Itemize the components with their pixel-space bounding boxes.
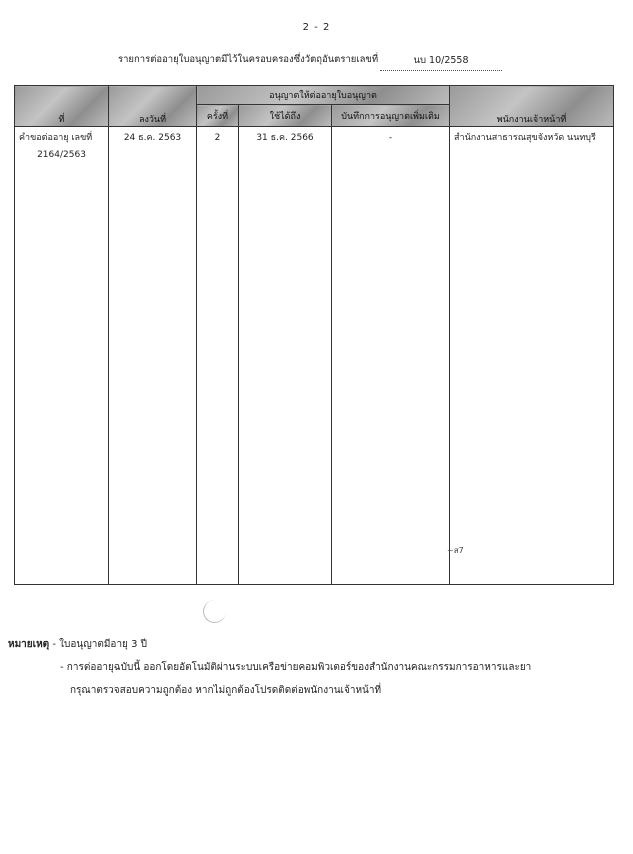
date-cell: 24 ธ.ค. 2563 — [109, 127, 197, 585]
faint-stamp-arc — [203, 600, 226, 623]
times-cell: 2 — [197, 127, 239, 585]
renewal-table — [14, 85, 614, 585]
notes-validity: - ใบอนุญาตมีอายุ 3 ปี — [49, 639, 147, 650]
header-no: ที่ — [15, 86, 109, 127]
officer-cell: สำนักงานสาธารณสุขจังหวัด นนทบุรี — [450, 127, 614, 585]
header-times: ครั้งที่ — [197, 105, 239, 127]
handwritten-mark: ~ส7 — [447, 546, 464, 555]
notes-line-3: กรุณาตรวจสอบความถูกต้อง หากไม่ถูกต้องโปรดติดต่อพนักงานเจ้าหน้าที่ — [70, 685, 382, 696]
notes-label: หมายเหตุ — [8, 639, 50, 650]
request-cell — [15, 127, 109, 585]
page-number: 2 - 2 — [302, 22, 331, 33]
notes-line-1 — [8, 633, 531, 656]
table-row — [15, 127, 614, 585]
notes-line-2: - การต่ออายุฉบับนี้ ออกโดยอัตโนมัติผ่านระบบเครือข่ายคอมพิวเตอร์ของสำนักงานคณะกรรมการอาหารและยา — [60, 662, 532, 673]
header-officer: พนักงานเจ้าหน้าที่ — [450, 86, 614, 127]
title-label: รายการต่ออายุใบอนุญาตมีไว้ในครอบครองซึ่งวัตถุอันตรายเลขที่ — [118, 54, 379, 65]
header-valid-until: ใช้ได้ถึง — [239, 105, 332, 127]
valid-until-cell: 31 ธ.ค. 2566 — [239, 127, 332, 585]
license-number: นบ 10/2558 — [380, 53, 502, 71]
header-renewal-group: อนุญาตให้ต่ออายุใบอนุญาต — [197, 86, 450, 105]
note-cell: - — [332, 127, 450, 585]
document-title — [118, 52, 469, 67]
header-additional-note: บันทึกการอนุญาตเพิ่มเติม — [332, 105, 450, 127]
request-number: 2164/2563 — [37, 150, 86, 160]
header-date: ลงวันที่ — [109, 86, 197, 127]
request-label: คำขอต่ออายุ เลขที่ — [19, 133, 93, 143]
notes-section — [8, 633, 531, 702]
